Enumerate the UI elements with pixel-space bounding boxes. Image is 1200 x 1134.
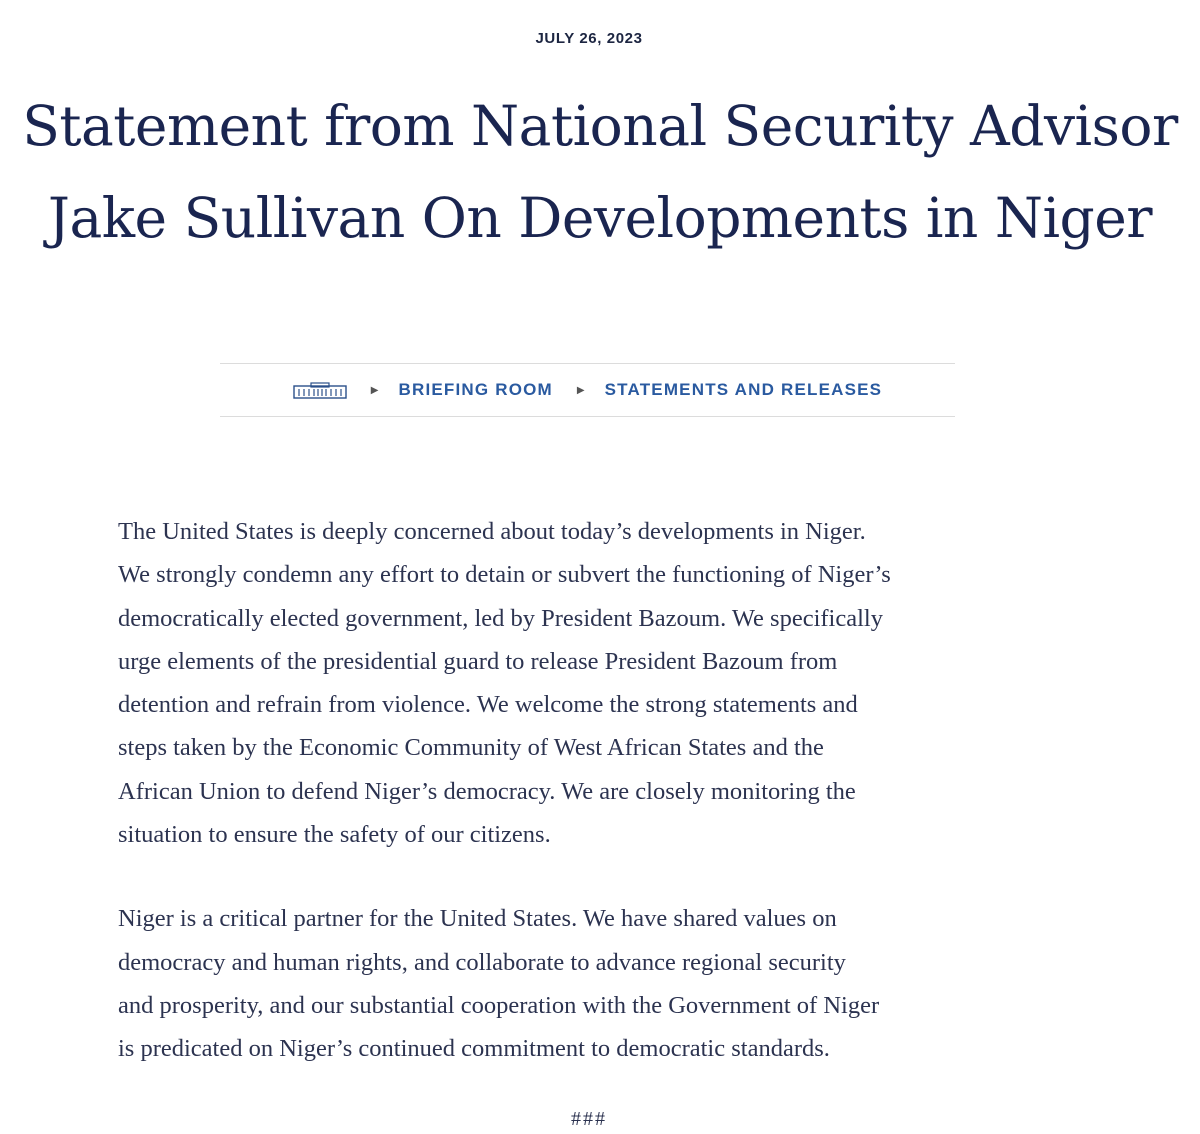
page-title: Statement from National Security Advisor Jake Sullivan On Developments in Niger bbox=[22, 94, 1178, 250]
publish-date: JULY 26, 2023 bbox=[535, 30, 643, 47]
breadcrumb bbox=[220, 363, 955, 417]
white-house-icon[interactable] bbox=[293, 381, 347, 399]
body-paragraph: The United States is deeply concerned about today’s developments in Niger. We strongly condemn any effort to detain or subvert the functioning of Niger’s democratically elected government, led by President Bazoum. We specifically urge elements of the presidential guard to release President Bazoum from detention and refrain from violence. We welcome the strong statements and steps taken by the Economic Community of West African States and the African Union to defend Niger’s democracy. We are closely monitoring the situation to ensure the safety of our citizens. bbox=[118, 518, 891, 849]
end-mark: ### bbox=[571, 1108, 607, 1130]
breadcrumb-briefing-room[interactable]: BRIEFING ROOM bbox=[398, 380, 553, 399]
body-paragraph: Niger is a critical partner for the United States. We have shared values on democracy and human rights, and collaborate to advance regional security and prosperity, and our substantial cooperation with the Government of Niger is predicated on Niger’s continued commitment to democratic standards. bbox=[118, 905, 880, 1063]
chevron-right-icon: ▶ bbox=[576, 384, 585, 396]
chevron-right-icon: ▶ bbox=[370, 384, 379, 396]
statement-body bbox=[118, 510, 1078, 1112]
breadcrumb-statements-and-releases[interactable]: STATEMENTS AND RELEASES bbox=[604, 380, 883, 399]
